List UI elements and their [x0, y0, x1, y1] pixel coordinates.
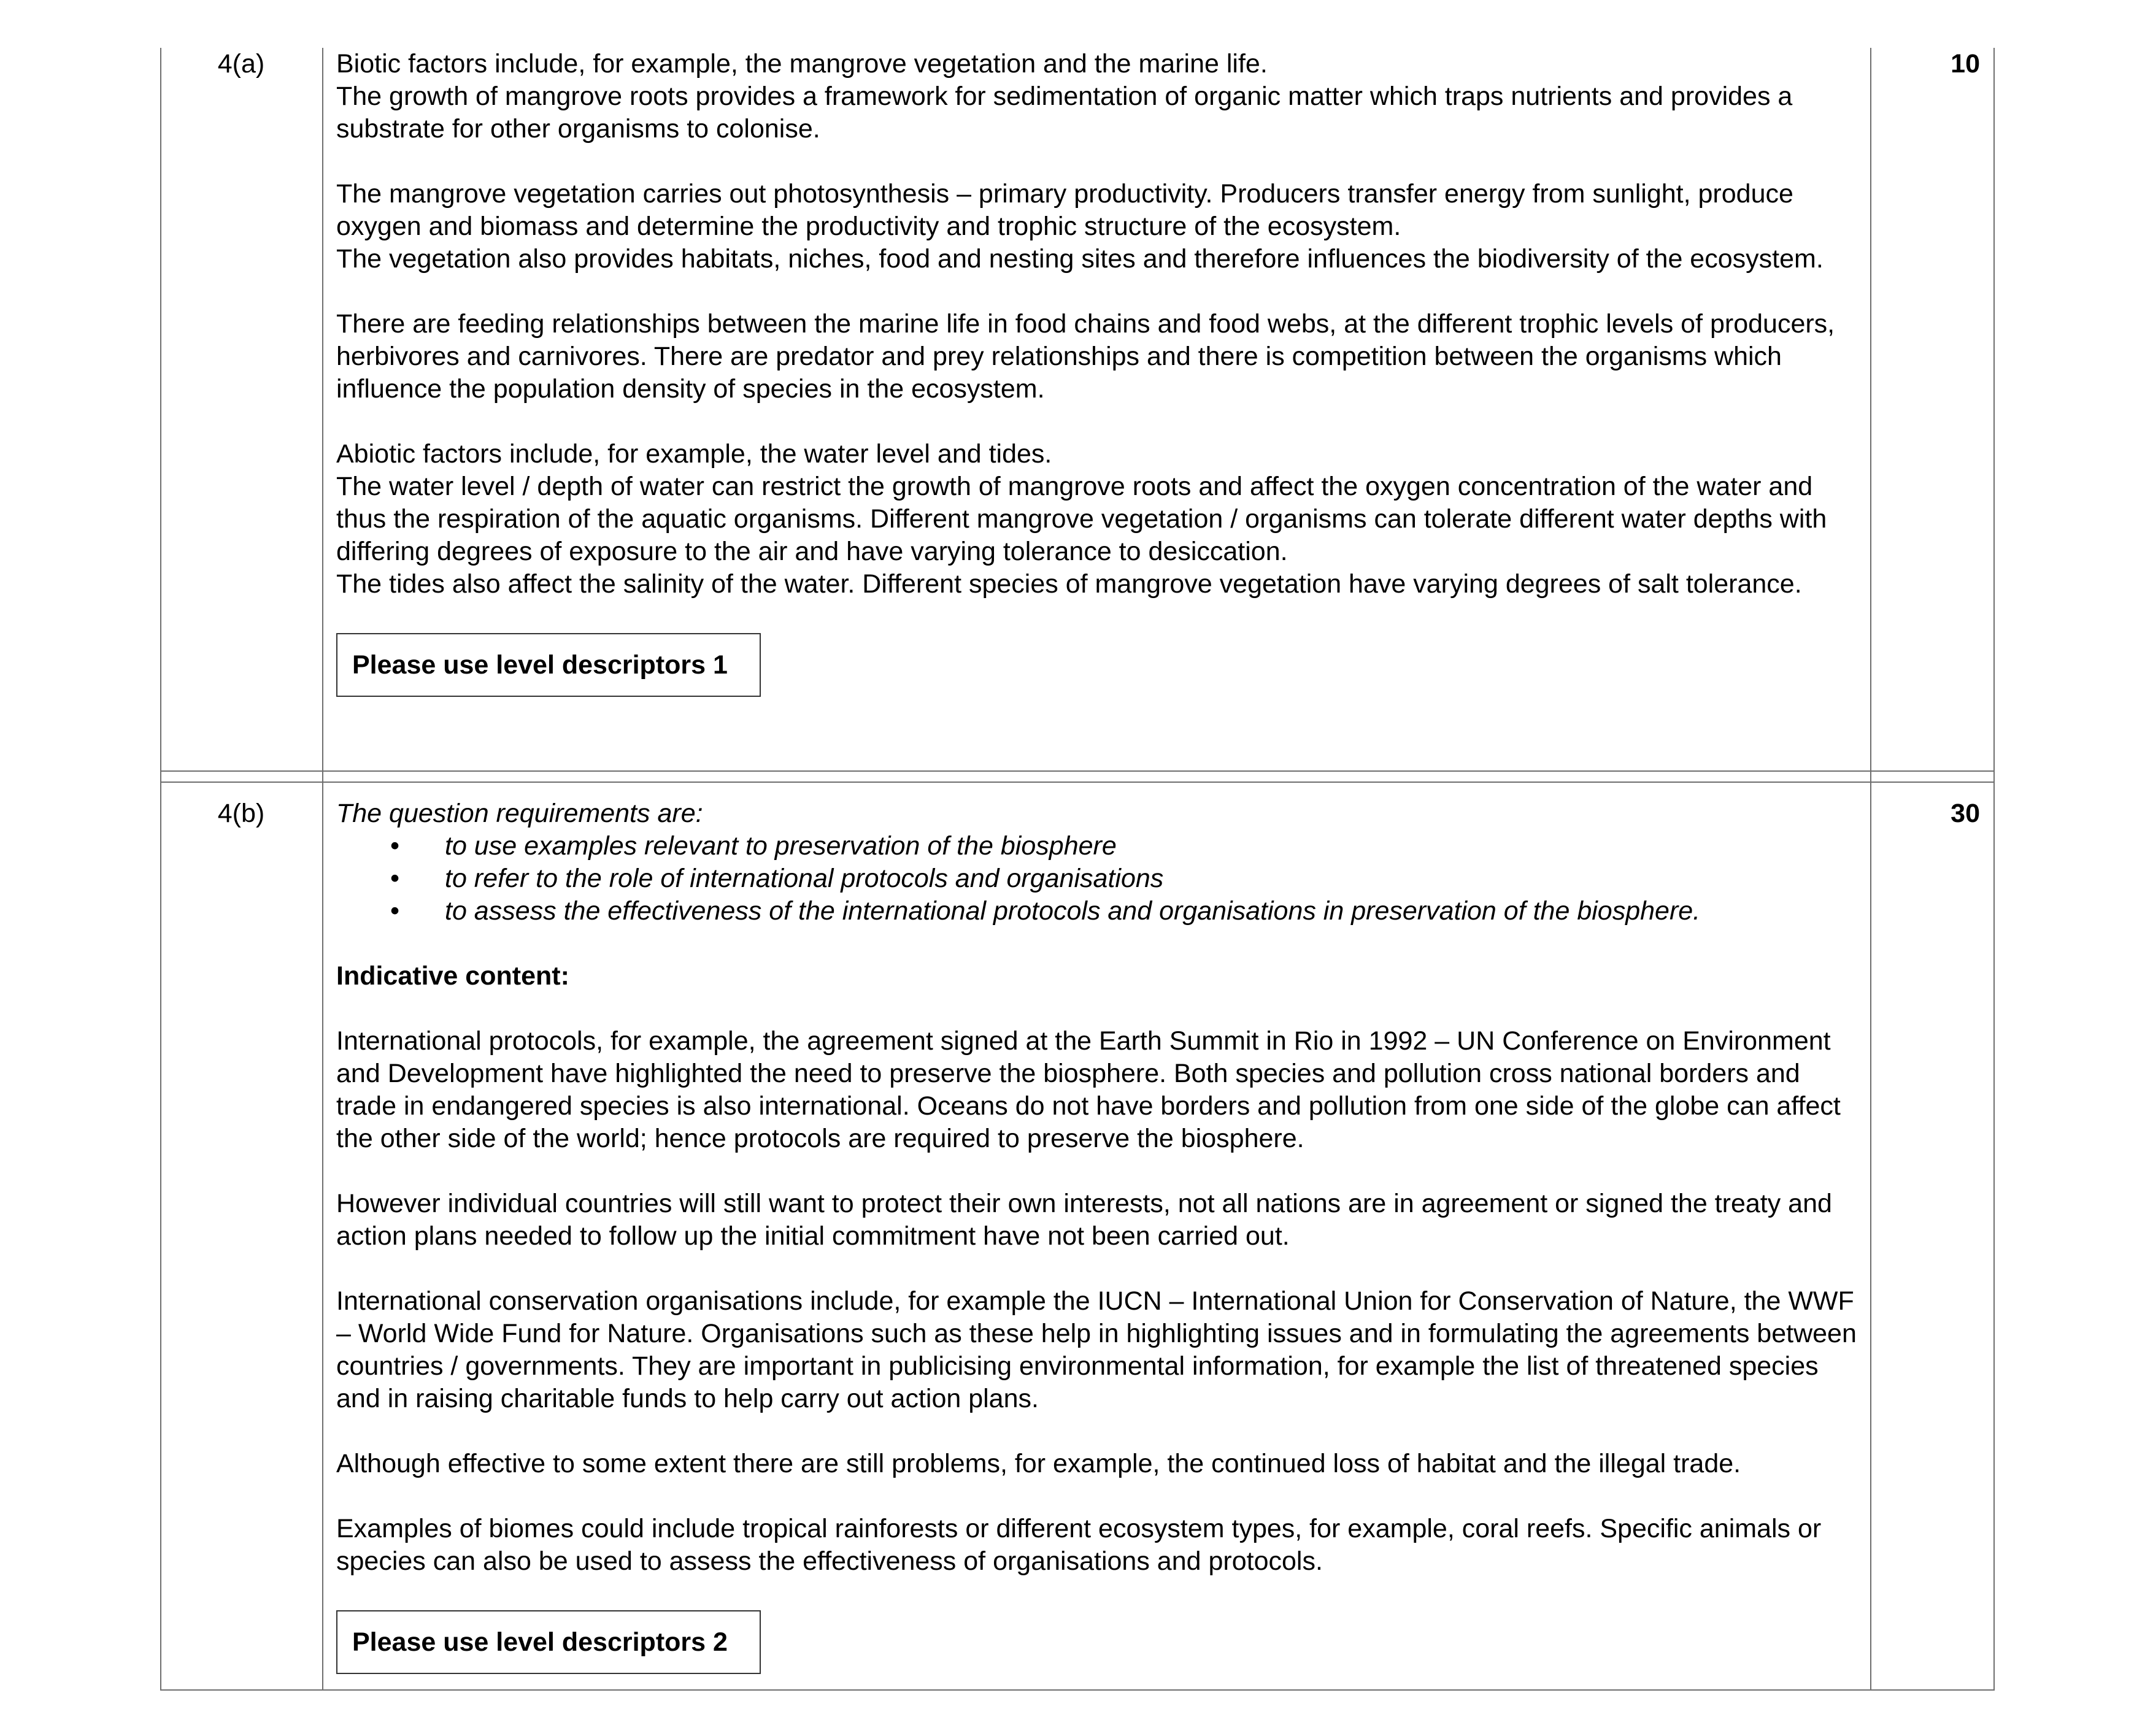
answer-paragraph: The mangrove vegetation carries out photosynthesis – primary productivity. Producers transfer energy from sunlight, produce oxygen and biomass and determine the productivity and trophic structure of the ecosystem. The vegetation also provides habitats, niches, food and nesting sites and therefore influences the biodiversity of the ecosystem.	[336, 179, 1824, 274]
requirement-item: • to refer to the role of international protocols and organisations	[336, 862, 1858, 895]
answer-cell-4a	[336, 48, 1858, 697]
marks-4a: 10	[1951, 49, 1980, 79]
requirements-list	[336, 830, 1858, 928]
level-descriptors-box-2: Please use level descriptors 2	[336, 1610, 761, 1674]
row-separator-top	[160, 770, 1995, 772]
answer-paragraph: However individual countries will still want to protect their own interests, not all nations are in agreement or signed the treaty and action plans needed to follow up the initial commitment have not been carried out.	[336, 1189, 1832, 1251]
indicative-content-heading: Indicative content:	[336, 961, 569, 991]
table-border-bottom	[160, 1689, 1995, 1691]
answer-cell-4b	[336, 797, 1858, 1674]
answer-paragraph: International conservation organisations include, for example the IUCN – International Union for Conservation of Nature, the WWF – World Wide Fund for Nature. Organisations such as these help in highlighting issues and in formulating the agreements between countries / governments. They are important in publicising environmental information, for example the list of threatened species and in raising charitable funds to help carry out action plans.	[336, 1286, 1857, 1413]
answer-paragraph: There are feeding relationships between the marine life in food chains and food webs, at the different trophic levels of producers, herbivores and carnivores. There are predator and prey relationships and there is competition between the organisms which influence the population density of species in the ecosystem.	[336, 309, 1835, 404]
question-number-4a: 4(a)	[217, 49, 265, 79]
marks-4b: 30	[1951, 799, 1980, 828]
requirement-item: • to assess the effectiveness of the international protocols and organisations in preservation of the biosphere.	[336, 895, 1858, 928]
answer-paragraph: Examples of biomes could include tropical rainforests or different ecosystem types, for example, coral reefs. Specific animals or species can also be used to assess the effectiveness of organisations and protocols.	[336, 1514, 1822, 1576]
column-divider-answer	[1870, 48, 1871, 1691]
bullet-icon: •	[390, 896, 400, 926]
level-descriptors-box-1: Please use level descriptors 1	[336, 633, 761, 697]
answer-paragraph: Abiotic factors include, for example, the water level and tides. The water level / depth of water can restrict the growth of mangrove roots and affect the oxygen concentration of the water and thus the respiration of the aquatic organisms. Different mangrove vegetation / organisms can tolerate different water depths with differing degrees of exposure to the air and have varying tolerance to desiccation. The tides also affect the salinity of the water. Different species of mangrove vegetation have varying degrees of salt tolerance.	[336, 439, 1827, 599]
table-border-right	[1993, 48, 1995, 1691]
row-separator-bottom	[160, 782, 1995, 783]
mark-scheme-table	[160, 48, 1995, 1691]
table-border-left	[160, 48, 161, 1691]
answer-paragraph: Although effective to some extent there are still problems, for example, the continued loss of habitat and the illegal trade.	[336, 1449, 1741, 1478]
answer-paragraph: International protocols, for example, the agreement signed at the Earth Summit in Rio in 1992 – UN Conference on Environment and Development have highlighted the need to preserve the biosphere. Both species and pollution cross national borders and trade in endangered species is also international. Oceans do not have borders and pollution from one side of the globe can affect the other side of the world; hence protocols are required to preserve the biosphere.	[336, 1026, 1841, 1153]
bullet-icon: •	[390, 831, 400, 861]
bullet-icon: •	[390, 864, 400, 893]
answer-paragraph: Biotic factors include, for example, the mangrove vegetation and the marine life. The growth of mangrove roots provides a framework for sedimentation of organic matter which traps nutrients and provides a substrate for other organisms to colonise.	[336, 49, 1793, 144]
column-divider-question	[322, 48, 323, 1691]
requirement-item: • to use examples relevant to preservation of the biosphere	[336, 830, 1858, 862]
requirements-title: The question requirements are:	[336, 799, 703, 828]
question-number-4b: 4(b)	[217, 799, 265, 828]
